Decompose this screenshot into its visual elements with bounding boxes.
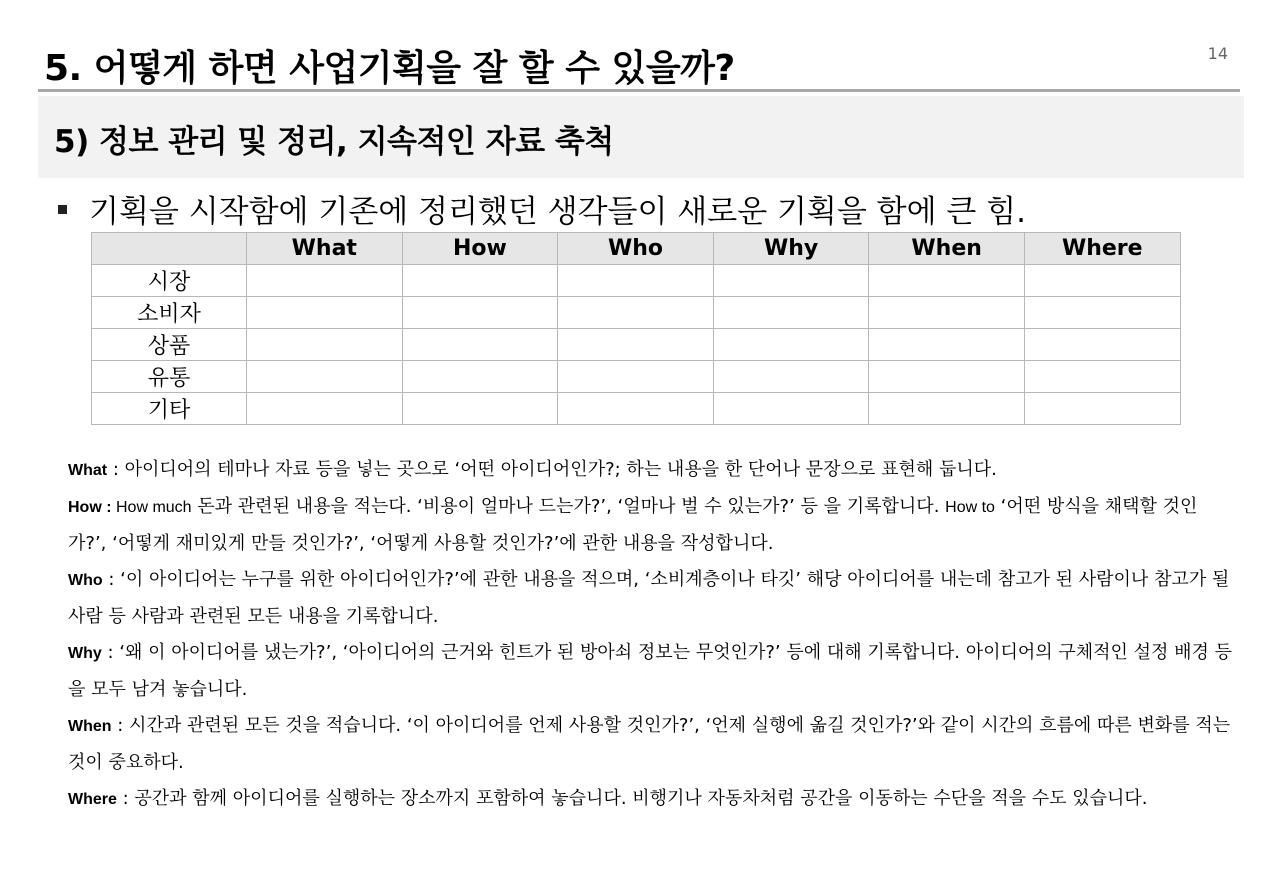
table-cell: [869, 265, 1025, 297]
table-cell: [558, 329, 714, 361]
definition-why: [68, 635, 1234, 708]
table-cell: [1024, 393, 1180, 425]
table-header-row: [92, 233, 1181, 265]
table-row: [92, 297, 1181, 329]
table-cell: [402, 361, 558, 393]
definition-where: [68, 781, 1234, 818]
table-cell: [713, 297, 869, 329]
definition-text: : 시간과 관련된 모든 것을 적습니다. ‘이 아이디어를 언제 사용할 것인가?’, ‘언제 실행에 옮길 것인가?’와 같이 시간의 흐름에 따른 변화를 적는 것이 중요하다.: [68, 715, 1231, 773]
bullet-text: 기획을 시작함에 기존에 정리했던 생각들이 새로운 기획을 함에 큰 힘.: [89, 194, 1027, 230]
how-much-text: 돈과 관련된 내용을 적는다. ‘비용이 얼마나 드는가?’, ‘얼마나 벌 수 있는가?’ 등 을 기록합니다.: [191, 496, 946, 517]
definition-term: Who: [68, 572, 103, 589]
table-cell: [247, 265, 403, 297]
table-cell: [558, 265, 714, 297]
definition-separator: :: [101, 499, 116, 516]
definition-when: [68, 708, 1234, 781]
table-cell: [1024, 361, 1180, 393]
planning-matrix-table: [91, 232, 1181, 425]
definition-text: : 아이디어의 테마나 자료 등을 넣는 곳으로 ‘어떤 아이디어인가?; 하는 내용을 한 단어나 문장으로 표현해 둡니다.: [107, 459, 997, 480]
definition-text: : ‘이 아이디어는 누구를 위한 아이디어인가?’에 관한 내용을 적으며, ‘소비계층이나 타깃’ 해당 아이디어를 내는데 참고가 된 사람이나 참고가 될 사람 등 사람과 관련된 모든 내용을 기록합니다.: [68, 569, 1230, 627]
table-cell: [713, 265, 869, 297]
definition-text: : 공간과 함께 아이디어를 실행하는 장소까지 포함하여 놓습니다. 비행기나 자동차처럼 공간을 이동하는 수단을 적을 수도 있습니다.: [116, 788, 1148, 809]
column-header-what: What: [247, 233, 403, 265]
table-cell: [402, 265, 558, 297]
definition-text: : ‘왜 이 아이디어를 냈는가?’, ‘아이디어의 근거와 힌트가 된 방아쇠 정보는 무엇인가?’ 등에 대해 기록합니다. 아이디어의 구체적인 설정 배경 등을 모두 남겨 놓습니다.: [68, 642, 1233, 700]
table-cell: [558, 361, 714, 393]
column-header-who: Who: [558, 233, 714, 265]
square-bullet-icon: [58, 205, 67, 214]
table-cell: [713, 393, 869, 425]
page-number: 14: [1207, 44, 1228, 63]
row-header-other: 기타: [92, 393, 247, 425]
table-cell: [247, 393, 403, 425]
definition-how: [68, 489, 1234, 562]
title-divider: [38, 89, 1240, 92]
table-cell: [402, 393, 558, 425]
table-cell: [1024, 265, 1180, 297]
bullet-point: [58, 186, 1026, 231]
table-row: [92, 393, 1181, 425]
row-header-product: 상품: [92, 329, 247, 361]
table-cell: [402, 297, 558, 329]
definition-term: How: [68, 499, 102, 516]
how-to-label: How to: [945, 499, 995, 516]
how-to-text: ‘어떤 방식을 채택할 것인가?’, ‘어떻게 재미있게 만들 것인가?’, ‘어떻게 사용할 것인가?’에 관한 내용을 작성합니다.: [68, 496, 1198, 554]
column-header-how: How: [402, 233, 558, 265]
table-cell: [1024, 297, 1180, 329]
section-subtitle: 5) 정보 관리 및 정리, 지속적인 자료 축척: [54, 124, 614, 160]
table-cell: [713, 361, 869, 393]
table-cell: [1024, 329, 1180, 361]
table-cell: [247, 361, 403, 393]
table-cell: [558, 297, 714, 329]
table-cell: [869, 361, 1025, 393]
how-much-label: How much: [116, 499, 192, 516]
definition-what: [68, 452, 1234, 489]
table-cell: [869, 329, 1025, 361]
column-header-where: Where: [1024, 233, 1180, 265]
table-cell: [247, 297, 403, 329]
definition-term: Why: [68, 645, 102, 662]
definition-who: [68, 562, 1234, 635]
column-header-when: When: [869, 233, 1025, 265]
table-row: [92, 361, 1181, 393]
section-header: [38, 96, 1244, 178]
definition-term: What: [68, 462, 108, 479]
table-cell: [247, 329, 403, 361]
row-header-market: 시장: [92, 265, 247, 297]
row-header-consumer: 소비자: [92, 297, 247, 329]
table-cell: [558, 393, 714, 425]
table-cell: [869, 393, 1025, 425]
table-cell: [869, 297, 1025, 329]
table-row: [92, 329, 1181, 361]
column-header-why: Why: [713, 233, 869, 265]
row-header-distribution: 유통: [92, 361, 247, 393]
page-title: 5. 어떻게 하면 사업기획을 잘 할 수 있을까?: [44, 48, 735, 89]
definition-term: Where: [68, 791, 117, 808]
table-row: [92, 265, 1181, 297]
definition-term: When: [68, 718, 112, 735]
table-cell: [713, 329, 869, 361]
table-cell: [402, 329, 558, 361]
column-header: [92, 233, 247, 265]
definitions-list: [68, 452, 1234, 818]
